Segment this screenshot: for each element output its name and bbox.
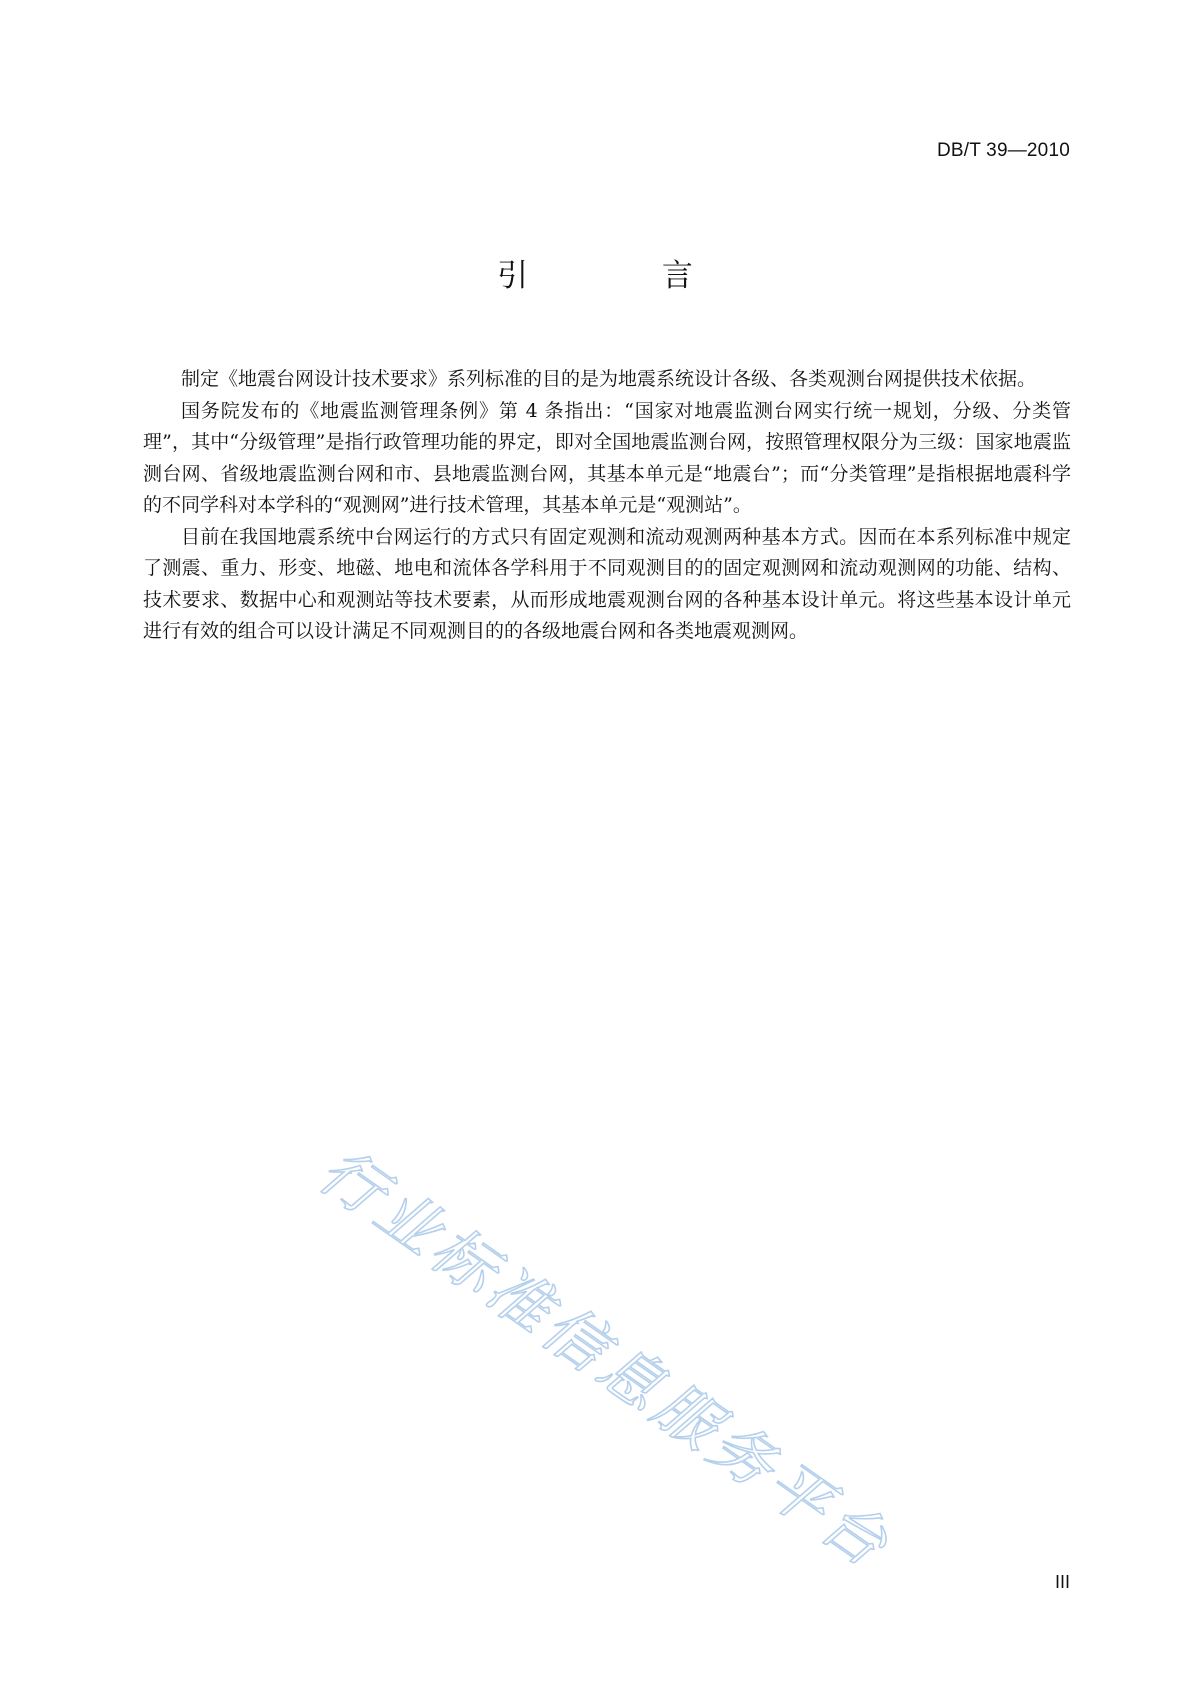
- body-text: [143, 364, 1071, 648]
- section-title: 引 言: [497, 258, 755, 294]
- paragraph: 制定《地震台网设计技术要求》系列标准的目的是为地震系统设计各级、各类观测台网提供技术依据。: [181, 368, 1037, 390]
- document-code: DB/T 39—2010: [936, 140, 1070, 161]
- watermark: 行业标准信息服务平台: [306, 1133, 906, 1584]
- paragraph: 目前在我国地震系统中台网运行的方式只有固定观测和流动观测两种基本方式。因而在本系列标准中规定了测震、重力、形变、地磁、地电和流体各学科用于不同观测目的的固定观测网和流动观测网的功能、结构、技术要求、数据中心和观测站等技术要素，从而形成地震观测台网的各种基本设计单元。将这些基本设计单元进行有效的组合可以设计满足不同观测目的的各级地震台网和各类地震观测网。: [143, 525, 1071, 642]
- paragraph: 国务院发布的《地震监测管理条例》第 4 条指出：“国家对地震监测台网实行统一规划，分级、分类管理”，其中“分级管理”是指行政管理功能的界定，即对全国地震监测台网，按照管理权限分为三级：国家地震监测台网、省级地震监测台网和市、县地震监测台网，其基本单元是“地震台”；而“分类管理”是指根据地震科学的不同学科对本学科的“观测网”进行技术管理，其基本单元是“观测站”。: [143, 399, 1071, 516]
- page-number: III: [1054, 1572, 1070, 1592]
